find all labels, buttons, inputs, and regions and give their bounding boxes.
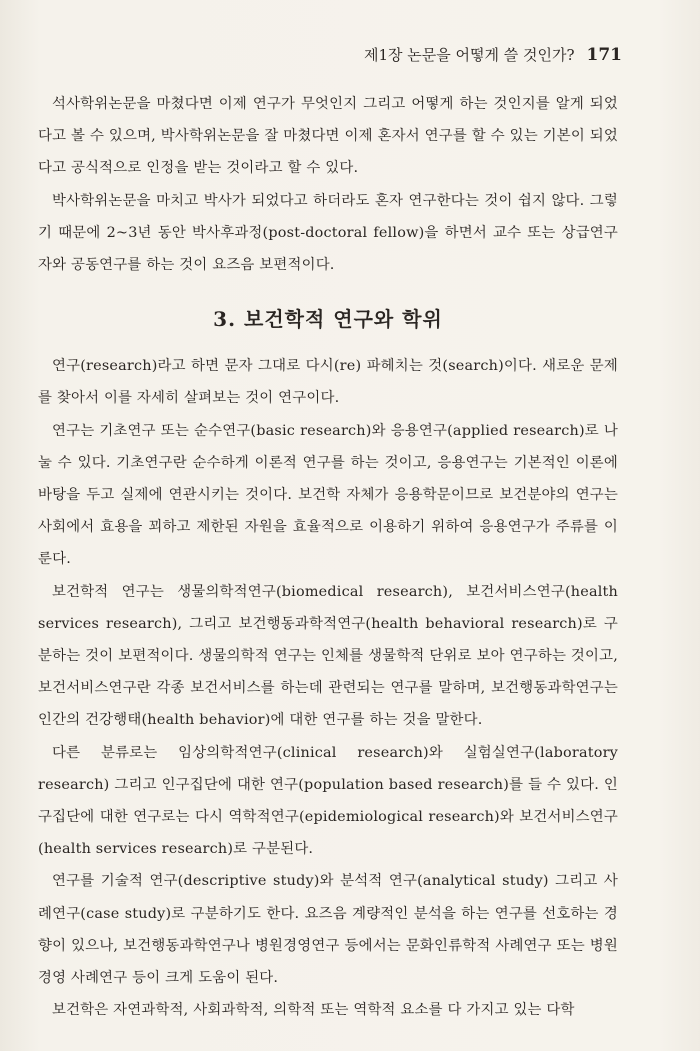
section-heading: 3. 보건학적 연구와 학위 <box>213 307 443 332</box>
paragraph: 박사학위논문을 마치고 박사가 되었다고 하더라도 혼자 연구한다는 것이 쉽지 않다. 그렇기 때문에 2~3년 동안 박사후과정(post-doctoral fellow)을 하면서 교수 또는 상급연구자와 공동연구를 하는 것이 요즈음 보편적이다. <box>38 192 618 274</box>
paragraph: 석사학위논문을 마쳤다면 이제 연구가 무엇인지 그리고 어떻게 하는 것인지를 알게 되었다고 볼 수 있으며, 박사학위논문을 잘 마쳤다면 이제 혼자서 연구를 할 수 있는 기본이 되었다고 공식적으로 인정을 받는 것이라고 할 수 있다. <box>38 96 618 177</box>
paragraph: 연구는 기초연구 또는 순수연구(basic research)와 응용연구(applied research)로 나눌 수 있다. 기초연구란 순수하게 이론적 연구를 하는 것이고, 응용연구는 기본적인 이론에 바탕을 두고 실제에 연관시키는 것이다. 보건학 자체가 응용학문이므로 보건분야의 연구는 사회에서 효용을 꾀하고 제한된 자원을 효율적으로 이용하기 위하여 응용연구가 주류를 이룬다. <box>38 422 618 568</box>
paragraph: 연구를 기술적 연구(descriptive study)와 분석적 연구(analytical study) 그리고 사례연구(case study)로 구분하기도 한다. 요즈음 계량적인 분석을 하는 연구를 선호하는 경향이 있으나, 보건행동과학연구나 병원경영연구 등에서는 문화인류학적 사례연구 또는 병원경영 사례연구 등이 크게 도움이 된다. <box>38 873 618 987</box>
page-body <box>38 88 618 1026</box>
paragraph: 연구(research)라고 하면 문자 그대로 다시(re) 파헤치는 것(search)이다. 새로운 문제를 찾아서 이를 자세히 살펴보는 것이 연구이다. <box>38 358 618 407</box>
chapter-title: 제1장 논문을 어떻게 쓸 것인가? <box>363 46 575 64</box>
paragraph: 보건학은 자연과학적, 사회과학적, 의학적 또는 역학적 요소를 다 가지고 있는 다학 <box>52 1002 575 1019</box>
paragraph: 다른 분류로는 임상의학적연구(clinical research)와 실험실연구(laboratory research) 그리고 인구집단에 대한 연구(population based research)를 들 수 있다. 인구집단에 대한 연구로는 다시 역학적연구(epidemiological research)와 보건서비스연구(health services research)로 구분된다. <box>38 744 618 858</box>
paragraph: 보건학적 연구는 생물의학적연구(biomedical research), 보건서비스연구(health services research), 그리고 보건행동과학적연구(health behavioral research)로 구분하는 것이 보편적이다. 생물의학적 연구는 인체를 생물학적 단위로 보아 연구하는 것이고, 보건서비스연구란 각종 보건서비스를 하는데 관련되는 연구를 말하며, 보건행동과학연구는 인간의 건강행태(health behavior)에 대한 연구를 하는 것을 말한다. <box>38 583 618 729</box>
running-header <box>364 44 622 65</box>
page-number: 171 <box>586 45 622 65</box>
